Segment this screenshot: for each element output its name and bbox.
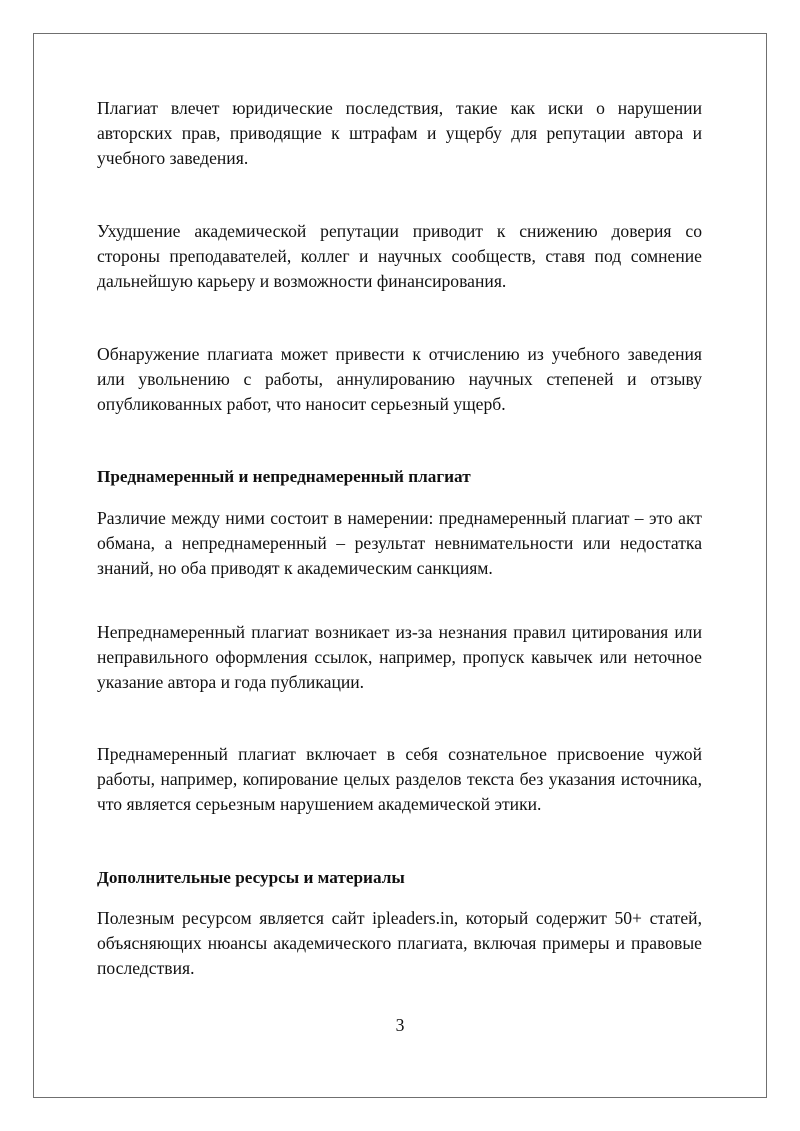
section-heading-resources: Дополнительные ресурсы и материалы — [97, 868, 405, 887]
paragraph-plagiarism-detection: Обнаружение плагиата может привести к отчислению из учебного заведения или увольнению с работы, аннулированию научных степеней и отзыву опубликованных работ, что наносит серьезный ущерб. — [97, 344, 702, 414]
paragraph-academic-reputation: Ухудшение академической репутации приводит к снижению доверия со стороны преподавателей, коллег и научных сообществ, ставя под сомнение дальнейшую карьеру и возможности финансирования. — [97, 221, 702, 291]
paragraph-legal-consequences: Плагиат влечет юридические последствия, такие как иски о нарушении авторских прав, приводящие к штрафам и ущербу для репутации автора и учебного заведения. — [97, 98, 702, 168]
page-number: 3 — [395, 1015, 405, 1035]
paragraph-difference: Различие между ними состоит в намерении: преднамеренный плагиат – это акт обмана, а непреднамеренный – результат невнимательности или недостатка знаний, но оба приводят к академическим санкциям. — [97, 508, 702, 578]
paragraph-intentional: Преднамеренный плагиат включает в себя сознательное присвоение чужой работы, например, копирование целых разделов текста без указания источника, что является серьезным нарушением академической этики. — [97, 744, 702, 814]
paragraph-unintentional: Непреднамеренный плагиат возникает из-за незнания правил цитирования или неправильного оформления ссылок, например, пропуск кавычек или неточное указание автора и года публикации. — [97, 622, 702, 692]
section-heading-intentional-unintentional: Преднамеренный и непреднамеренный плагиат — [97, 467, 471, 486]
paragraph-resources: Полезным ресурсом является сайт ipleaders.in, который содержит 50+ статей, объясняющих нюансы академического плагиата, включая примеры и правовые последствия. — [97, 908, 702, 978]
